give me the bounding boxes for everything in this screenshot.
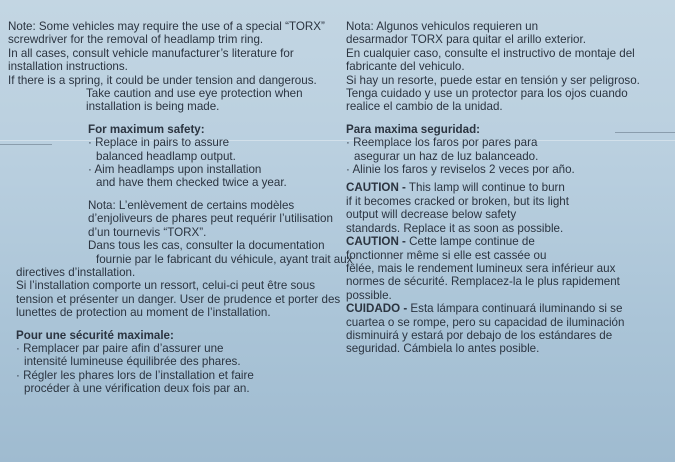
text-line: installation is being made. [86,100,220,114]
text-line: Si l’installation comporte un ressort, celui-ci peut être sous [16,279,315,293]
text-line: If there is a spring, it could be under tension and dangerous. [8,73,317,87]
text-line: En cualquier caso, consulte el instructivo de montaje del [346,46,635,60]
text-line: Para maxima seguridad: [346,122,481,136]
text-line: intensité lumineuse équilibrée des phares. [24,355,241,369]
text-line: possible. [346,288,392,302]
caution-label: CAUTION - [346,235,406,249]
text-line: procéder à une vérification deux fois par an. [24,382,250,396]
text-line: disminuirá y estará por debajo de los estándares de [346,328,613,342]
text-line: standards. Replace it as soon as possible. [346,221,564,235]
paragraph-gap [346,114,666,123]
text-line: Si hay un resorte, puede estar en tensión y ser peligroso. [346,73,640,87]
text-line: d’un tournevis “TORX”. [88,225,207,239]
text-line: screwdriver for the removal of headlamp trim ring. [8,33,264,47]
text-line: For maximum safety: [88,122,205,136]
text-line: fonctionner même si elle est cassée ou [346,248,547,262]
text-line: Nota: Algunos vehiculos requieren un [346,20,539,33]
text-line: CUIDADO - Esta lámpara continuará iluminando si se [346,302,623,316]
text-line: fêlée, mais le rendement lumineux sera inférieur aux [346,261,616,275]
text-line: d’enjoliveurs de phares peut requérir l’utilisation [88,212,333,226]
text-line: · Replace in pairs to assure [88,136,230,150]
text-line: · Régler les phares lors de l’installation et faire [16,368,254,382]
text-line: tension et présenter un danger. User de prudence et porter des [16,292,341,306]
text-line: Note: Some vehicles may require the use of a special “TORX” [8,20,325,33]
text-line: fabricante del vehiculo. [346,60,465,74]
text-line: CAUTION - This lamp will continue to burn [346,181,565,195]
text-line: Tenga cuidado y use un protector para los ojos cuando [346,87,628,101]
text-line: · Alinie los faros y reviselos 2 veces por año. [346,163,575,177]
text-line: In all cases, consult vehicle manufacturer’s literature for [8,46,294,60]
text-line: asegurar un haz de luz balanceado. [354,149,539,163]
caution-label: CAUTION - [346,181,406,195]
text-line: lunettes de protection au moment de l’installation. [16,306,271,320]
text-line: directives d’installation. [16,265,136,279]
paragraph-gap [8,114,338,123]
text-line: output will decrease below safety [346,208,517,222]
text-line: if it becomes cracked or broken, but its light [346,194,569,208]
text-line: balanced headlamp output. [96,149,236,163]
text-line: Pour une sécurité maximale: [16,328,174,342]
text-line: seguridad. Cámbiela lo antes posible. [346,342,540,356]
text-line: installation instructions. [8,60,128,74]
text-line: · Aim headlamps upon installation [88,163,262,177]
text-line: Nota: L’enlèvement de certains modèles [88,198,295,212]
text-line: and have them checked twice a year. [96,176,287,190]
text-line: normes de sécurité. Remplacez-la le plus rapidement [346,275,620,289]
text-line: CAUTION - Cette lampe continue de [346,235,535,249]
paragraph-gap [8,320,338,329]
english-french-instructions [8,20,353,396]
paragraph-gap [8,190,338,199]
text-line: fournie par le fabricant du véhicule, ayant trait aux [96,252,353,266]
text-line: realice el cambio de la unidad. [346,100,503,114]
text-line: cuartea o se rompe, pero su capacidad de iluminación [346,315,625,329]
text-line: · Remplacer par paire afin d’assurer une [16,341,224,355]
caution-label: CUIDADO - [346,302,408,316]
text-line: desarmador TORX para quitar el arillo exterior. [346,33,586,47]
text-line: Take caution and use eye protection when [86,87,303,101]
text-line: Dans tous les cas, consulter la documentation [88,239,325,253]
text-line: · Reemplace los faros por pares para [346,136,538,150]
spanish-caution-instructions [346,20,666,356]
